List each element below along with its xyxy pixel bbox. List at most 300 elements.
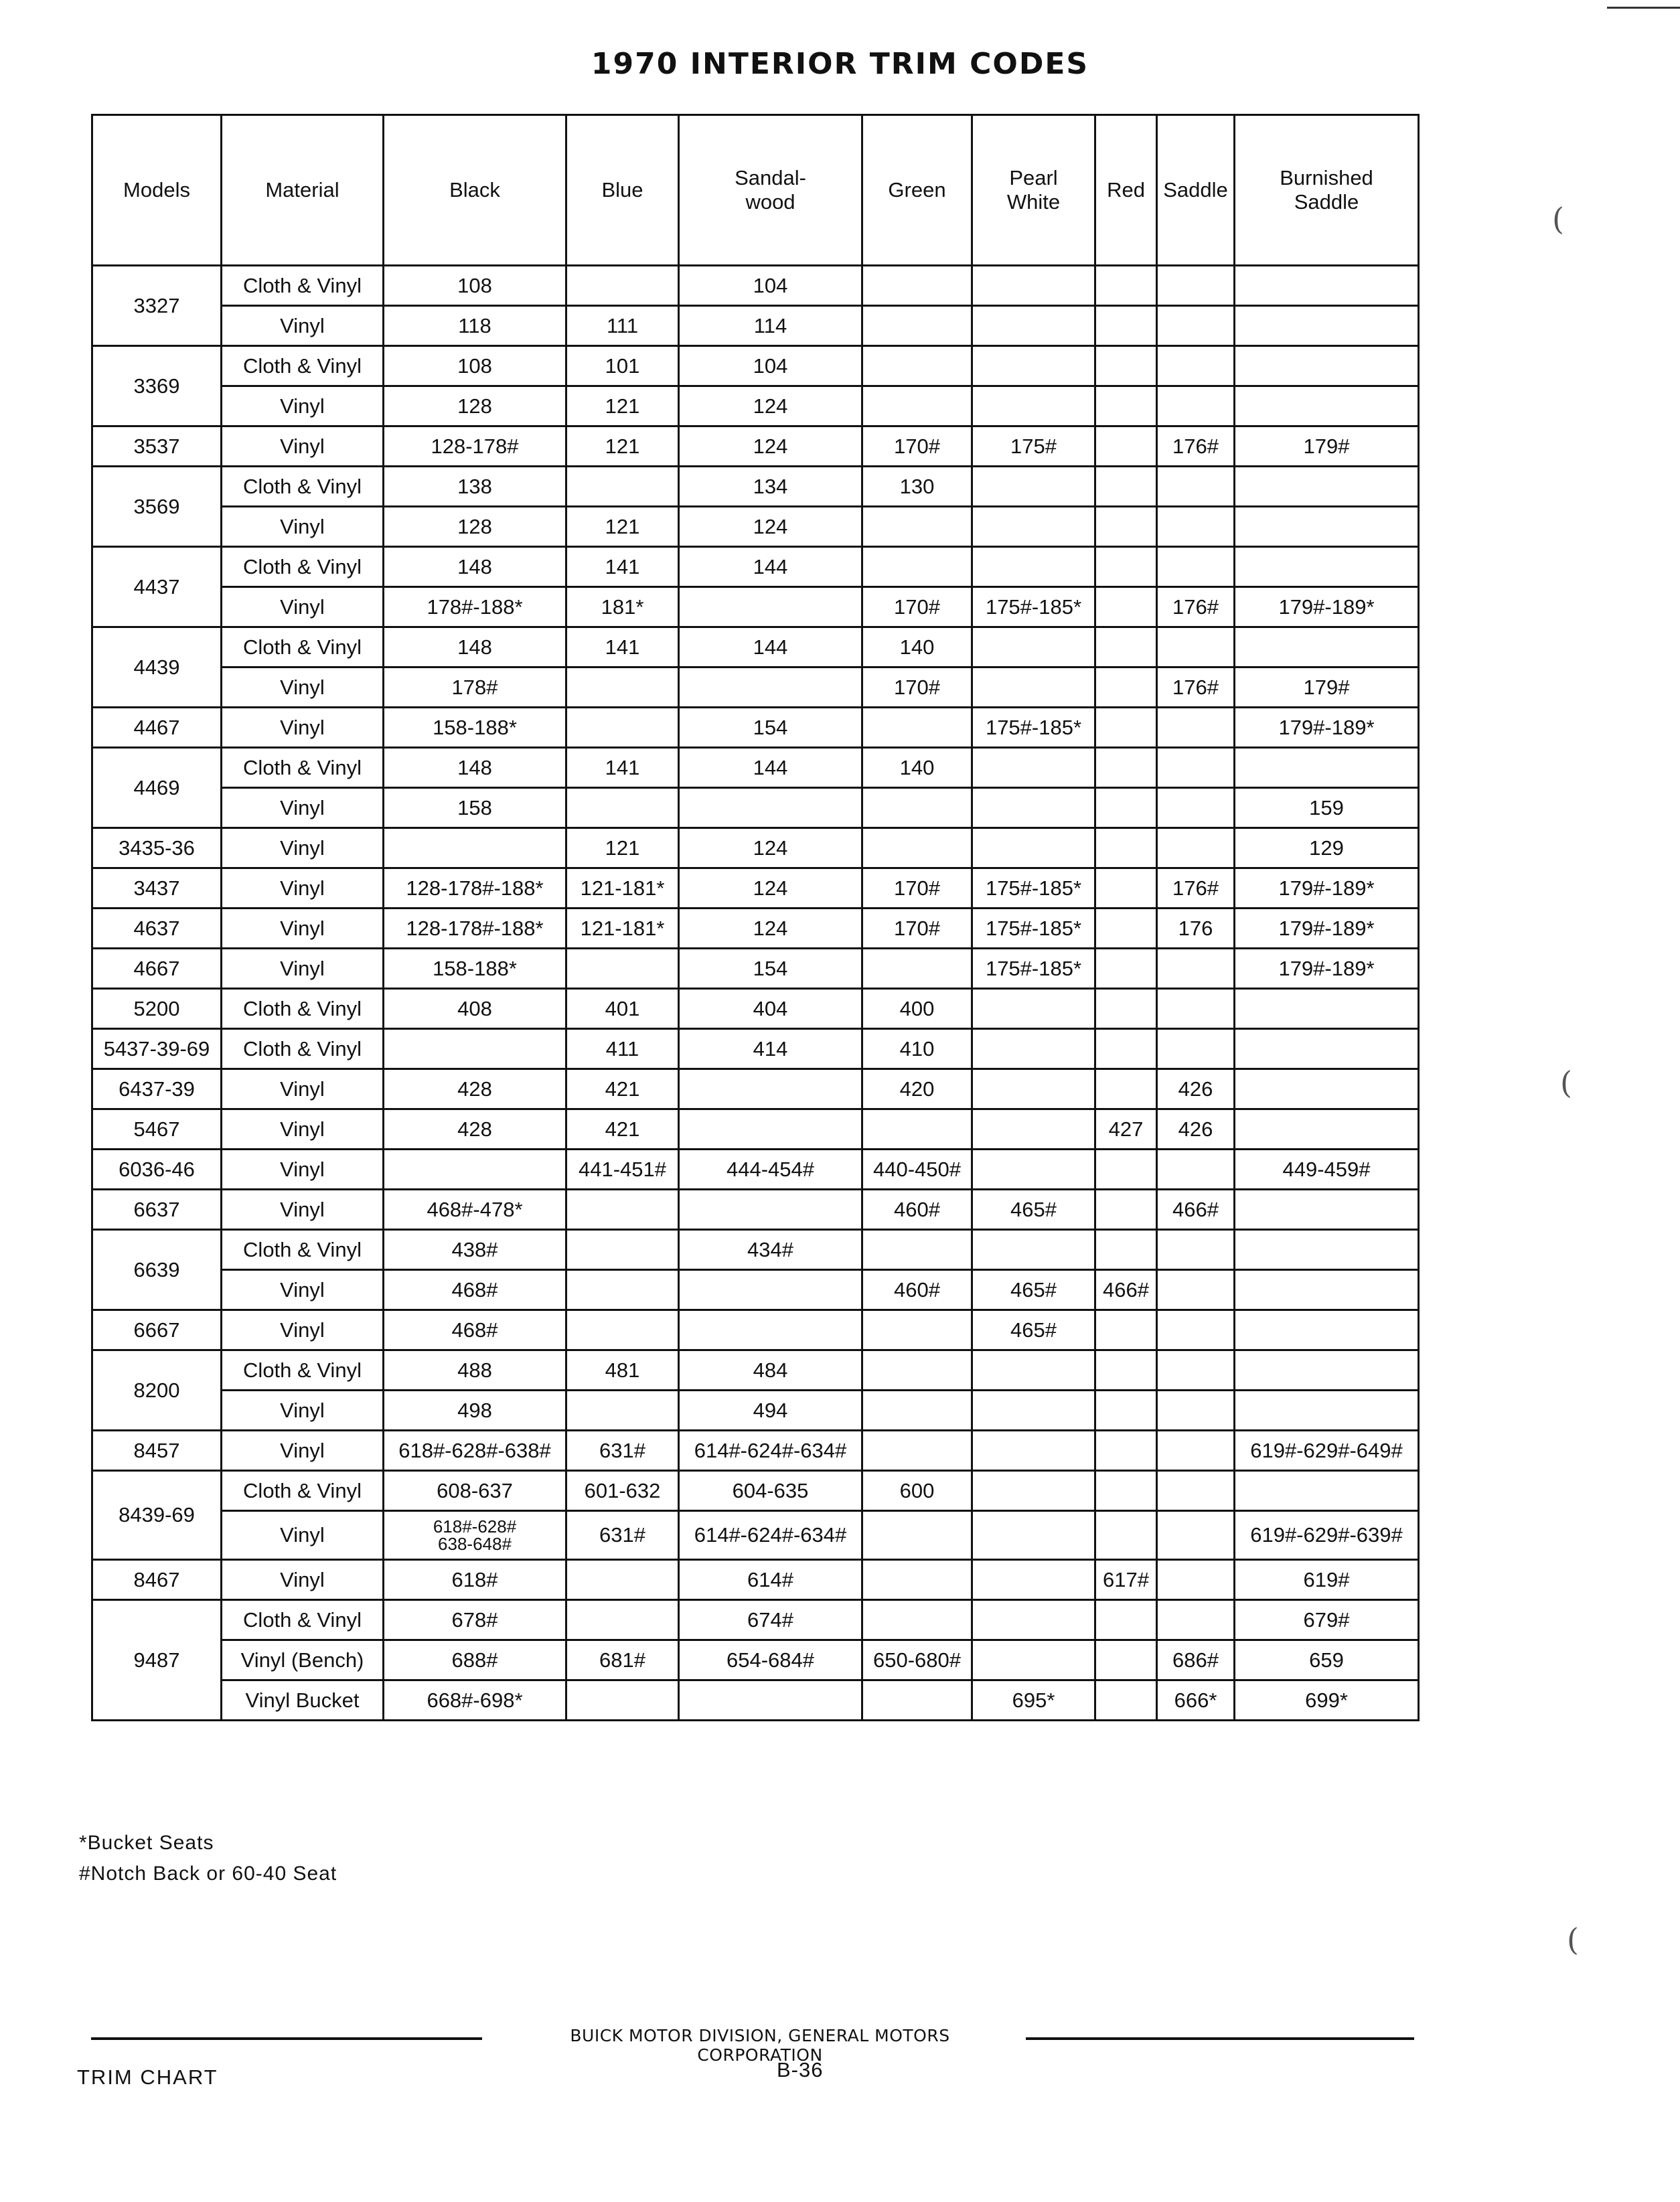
- material-cell: Vinyl: [222, 667, 384, 708]
- table-row: [92, 949, 1419, 989]
- trim-code-cell: [1095, 1350, 1157, 1391]
- model-cell: 4467: [92, 708, 222, 748]
- trim-code-cell: [566, 1310, 679, 1350]
- trim-code-cell: 170#: [862, 587, 972, 627]
- column-header: Blue: [566, 115, 679, 266]
- trim-code-cell: [1157, 467, 1235, 507]
- material-cell: Vinyl: [222, 909, 384, 949]
- material-cell: Cloth & Vinyl: [222, 467, 384, 507]
- material-cell: Vinyl: [222, 587, 384, 627]
- table-row: [92, 1680, 1419, 1721]
- trim-code-cell: 134: [679, 467, 862, 507]
- trim-code-cell: [972, 1560, 1095, 1600]
- material-cell: Vinyl: [222, 708, 384, 748]
- trim-code-cell: [1095, 1190, 1157, 1230]
- trim-code-cell: [1095, 1391, 1157, 1431]
- trim-code-cell: [1095, 547, 1157, 587]
- trim-code-cell: [972, 1431, 1095, 1471]
- trim-code-cell: [1235, 467, 1419, 507]
- trim-code-cell: 170#: [862, 667, 972, 708]
- trim-code-cell: [1235, 547, 1419, 587]
- trim-code-cell: [1095, 1069, 1157, 1109]
- table-row: [92, 426, 1419, 467]
- trim-code-cell: 179#: [1235, 667, 1419, 708]
- trim-code-cell: [1157, 708, 1235, 748]
- table-row: [92, 1029, 1419, 1069]
- trim-code-cell: [1157, 1150, 1235, 1190]
- trim-code-cell: 420: [862, 1069, 972, 1109]
- column-header: Saddle: [1157, 115, 1235, 266]
- trim-code-cell: [566, 1560, 679, 1600]
- trim-code-cell: 466#: [1157, 1190, 1235, 1230]
- model-cell: 3327: [92, 266, 222, 346]
- trim-code-cell: [1095, 1310, 1157, 1350]
- trim-code-cell: [972, 1471, 1095, 1511]
- trim-code-cell: [1095, 306, 1157, 346]
- trim-code-cell: [1235, 386, 1419, 426]
- trim-code-cell: 484: [679, 1350, 862, 1391]
- trim-code-cell: [972, 788, 1095, 828]
- trim-code-cell: 124: [679, 828, 862, 868]
- material-cell: Vinyl: [222, 1560, 384, 1600]
- table-row: [92, 627, 1419, 667]
- trim-code-cell: [1095, 1640, 1157, 1680]
- trim-code-cell: 140: [862, 748, 972, 788]
- material-cell: Vinyl: [222, 868, 384, 909]
- trim-code-cell: 175#-185*: [972, 949, 1095, 989]
- model-cell: 4437: [92, 547, 222, 627]
- trim-code-cell: 614#: [679, 1560, 862, 1600]
- material-cell: Cloth & Vinyl: [222, 748, 384, 788]
- trim-code-cell: [679, 1310, 862, 1350]
- footer-rule-left: [91, 2037, 482, 2040]
- trim-code-cell: [1235, 1190, 1419, 1230]
- trim-code-cell: [972, 386, 1095, 426]
- model-cell: 9487: [92, 1600, 222, 1721]
- material-cell: Cloth & Vinyl: [222, 627, 384, 667]
- table-row: [92, 989, 1419, 1029]
- material-cell: Vinyl: [222, 306, 384, 346]
- material-cell: Vinyl: [222, 828, 384, 868]
- trim-code-cell: [1157, 1391, 1235, 1431]
- table-row: [92, 1230, 1419, 1270]
- footer-page-number: B-36: [777, 2058, 824, 2081]
- trim-code-cell: [972, 306, 1095, 346]
- trim-code-cell: 121: [566, 828, 679, 868]
- trim-code-cell: 460#: [862, 1270, 972, 1310]
- trim-code-cell: 631#: [566, 1511, 679, 1560]
- material-cell: Cloth & Vinyl: [222, 1230, 384, 1270]
- model-cell: 4667: [92, 949, 222, 989]
- trim-code-cell: 108: [384, 266, 566, 306]
- trim-code-cell: [1157, 1600, 1235, 1640]
- trim-code-cell: 608-637: [384, 1471, 566, 1511]
- trim-code-cell: 121: [566, 386, 679, 426]
- trim-code-cell: [1235, 1471, 1419, 1511]
- trim-code-cell: 619#: [1235, 1560, 1419, 1600]
- material-cell: Vinyl: [222, 1431, 384, 1471]
- footer-section-name: TRIM CHART: [77, 2065, 218, 2089]
- trim-code-cell: [862, 1431, 972, 1471]
- trim-code-cell: [1157, 1350, 1235, 1391]
- trim-code-cell: [1157, 1560, 1235, 1600]
- trim-code-cell: 428: [384, 1069, 566, 1109]
- trim-code-cell: [1157, 1310, 1235, 1350]
- trim-code-cell: 674#: [679, 1600, 862, 1640]
- trim-code-cell: 124: [679, 386, 862, 426]
- trim-code-cell: 138: [384, 467, 566, 507]
- trim-code-cell: [679, 1069, 862, 1109]
- trim-code-cell: [1157, 949, 1235, 989]
- trim-code-cell: 181*: [566, 587, 679, 627]
- trim-code-cell: 128: [384, 507, 566, 547]
- material-cell: Vinyl: [222, 1270, 384, 1310]
- table-body: [92, 266, 1419, 1721]
- trim-code-cell: [1095, 1029, 1157, 1069]
- trim-code-cell: [1157, 1511, 1235, 1560]
- material-cell: Cloth & Vinyl: [222, 346, 384, 386]
- trim-code-cell: [1235, 748, 1419, 788]
- material-cell: Vinyl: [222, 1150, 384, 1190]
- trim-code-table: [91, 114, 1420, 1721]
- trim-code-cell: [1235, 1350, 1419, 1391]
- model-cell: 4469: [92, 748, 222, 828]
- trim-code-cell: [1095, 507, 1157, 547]
- column-header: Sandal- wood: [679, 115, 862, 266]
- trim-code-cell: 175#-185*: [972, 909, 1095, 949]
- trim-code-cell: [679, 1190, 862, 1230]
- material-cell: Cloth & Vinyl: [222, 1029, 384, 1069]
- trim-code-cell: 175#: [972, 426, 1095, 467]
- trim-code-cell: [1095, 989, 1157, 1029]
- material-cell: Cloth & Vinyl: [222, 1471, 384, 1511]
- table-row: [92, 1600, 1419, 1640]
- column-header: Models: [92, 115, 222, 266]
- table-row: [92, 1270, 1419, 1310]
- trim-code-cell: 441-451#: [566, 1150, 679, 1190]
- trim-code-cell: [972, 1511, 1095, 1560]
- model-cell: 5437-39-69: [92, 1029, 222, 1069]
- trim-code-cell: 179#: [1235, 426, 1419, 467]
- trim-code-cell: 141: [566, 547, 679, 587]
- trim-code-cell: 411: [566, 1029, 679, 1069]
- table-row: [92, 667, 1419, 708]
- model-cell: 6036-46: [92, 1150, 222, 1190]
- trim-code-cell: 179#-189*: [1235, 909, 1419, 949]
- trim-code-cell: [862, 306, 972, 346]
- material-cell: Vinyl: [222, 949, 384, 989]
- trim-code-cell: [1157, 547, 1235, 587]
- trim-code-cell: [862, 828, 972, 868]
- trim-code-cell: 465#: [972, 1310, 1095, 1350]
- trim-code-cell: [1157, 989, 1235, 1029]
- trim-code-cell: 176#: [1157, 426, 1235, 467]
- model-cell: 8457: [92, 1431, 222, 1471]
- trim-code-cell: 170#: [862, 426, 972, 467]
- table-row: [92, 1069, 1419, 1109]
- model-cell: 8467: [92, 1560, 222, 1600]
- trim-code-cell: 600: [862, 1471, 972, 1511]
- trim-code-cell: [1157, 346, 1235, 386]
- trim-code-cell: 130: [862, 467, 972, 507]
- trim-code-cell: [1095, 587, 1157, 627]
- trim-code-cell: 494: [679, 1391, 862, 1431]
- trim-code-cell: [862, 346, 972, 386]
- trim-code-cell: 650-680#: [862, 1640, 972, 1680]
- column-header: Green: [862, 115, 972, 266]
- material-cell: Vinyl: [222, 1109, 384, 1150]
- trim-code-cell: [972, 667, 1095, 708]
- table-row: [92, 1640, 1419, 1680]
- footnotes: [79, 1828, 337, 1889]
- trim-code-cell: [862, 1350, 972, 1391]
- trim-code-cell: [566, 1391, 679, 1431]
- trim-code-cell: [1095, 1600, 1157, 1640]
- trim-code-cell: 686#: [1157, 1640, 1235, 1680]
- trim-code-cell: 421: [566, 1109, 679, 1150]
- trim-code-cell: 440-450#: [862, 1150, 972, 1190]
- binder-hole-mark-middle: (: [1560, 1065, 1572, 1101]
- model-cell: 6639: [92, 1230, 222, 1310]
- trim-code-cell: 614#-624#-634#: [679, 1511, 862, 1560]
- column-header: Red: [1095, 115, 1157, 266]
- table-row: [92, 1150, 1419, 1190]
- trim-code-cell: 426: [1157, 1109, 1235, 1150]
- trim-code-cell: [1235, 1310, 1419, 1350]
- trim-code-cell: 619#-629#-639#: [1235, 1511, 1419, 1560]
- trim-code-cell: 178#: [384, 667, 566, 708]
- trim-code-cell: [1157, 1431, 1235, 1471]
- trim-code-cell: 618#-628#-638#: [384, 1431, 566, 1471]
- trim-code-cell: 179#-189*: [1235, 587, 1419, 627]
- trim-code-cell: 128-178#: [384, 426, 566, 467]
- model-cell: 6637: [92, 1190, 222, 1230]
- trim-code-cell: [972, 1600, 1095, 1640]
- trim-code-cell: 688#: [384, 1640, 566, 1680]
- trim-code-cell: [1095, 346, 1157, 386]
- trim-code-cell: [862, 788, 972, 828]
- trim-code-cell: [566, 1680, 679, 1721]
- material-cell: Vinyl: [222, 1069, 384, 1109]
- trim-code-cell: [1235, 1230, 1419, 1270]
- trim-code-cell: [1095, 1150, 1157, 1190]
- trim-code-cell: [566, 1600, 679, 1640]
- trim-code-cell: 158-188*: [384, 949, 566, 989]
- trim-code-cell: 400: [862, 989, 972, 1029]
- material-cell: Vinyl: [222, 386, 384, 426]
- trim-code-cell: [972, 1640, 1095, 1680]
- trim-code-cell: [972, 1391, 1095, 1431]
- trim-code-cell: [862, 1109, 972, 1150]
- table-row: [92, 1471, 1419, 1511]
- trim-code-cell: 699*: [1235, 1680, 1419, 1721]
- trim-code-cell: 460#: [862, 1190, 972, 1230]
- model-cell: 8439-69: [92, 1471, 222, 1560]
- trim-code-cell: 176#: [1157, 868, 1235, 909]
- trim-code-cell: 104: [679, 346, 862, 386]
- trim-code-cell: 614#-624#-634#: [679, 1431, 862, 1471]
- trim-code-cell: [566, 949, 679, 989]
- trim-code-cell: [566, 266, 679, 306]
- trim-code-cell: [972, 828, 1095, 868]
- trim-code-cell: 128: [384, 386, 566, 426]
- trim-code-cell: [384, 828, 566, 868]
- trim-code-cell: 176#: [1157, 667, 1235, 708]
- trim-code-cell: [679, 1270, 862, 1310]
- model-cell: 6667: [92, 1310, 222, 1350]
- trim-code-cell: 601-632: [566, 1471, 679, 1511]
- trim-code-cell: 104: [679, 266, 862, 306]
- model-cell: 5200: [92, 989, 222, 1029]
- trim-code-cell: 619#-629#-649#: [1235, 1431, 1419, 1471]
- trim-code-cell: [1095, 467, 1157, 507]
- trim-code-cell: 695*: [972, 1680, 1095, 1721]
- trim-code-cell: 124: [679, 507, 862, 547]
- trim-code-cell: 121: [566, 426, 679, 467]
- trim-code-cell: [972, 346, 1095, 386]
- trim-code-cell: [1235, 1270, 1419, 1310]
- table-row: [92, 1310, 1419, 1350]
- trim-code-cell: [862, 547, 972, 587]
- trim-code-cell: [1157, 788, 1235, 828]
- trim-code-cell: 111: [566, 306, 679, 346]
- trim-code-cell: 148: [384, 627, 566, 667]
- trim-code-cell: [679, 1109, 862, 1150]
- column-header: Black: [384, 115, 566, 266]
- table-row: [92, 828, 1419, 868]
- trim-code-cell: 124: [679, 909, 862, 949]
- trim-code-cell: 148: [384, 547, 566, 587]
- trim-code-cell: 668#-698*: [384, 1680, 566, 1721]
- trim-code-cell: 618#-628# 638-648#: [384, 1511, 566, 1560]
- trim-code-cell: 434#: [679, 1230, 862, 1270]
- table-row: [92, 1560, 1419, 1600]
- trim-code-cell: 154: [679, 708, 862, 748]
- table-row: [92, 467, 1419, 507]
- material-cell: Vinyl: [222, 1310, 384, 1350]
- trim-code-cell: [862, 708, 972, 748]
- table-row: [92, 1431, 1419, 1471]
- trim-code-cell: 438#: [384, 1230, 566, 1270]
- trim-code-cell: 444-454#: [679, 1150, 862, 1190]
- footnote-notch-back: #Notch Back or 60-40 Seat: [79, 1863, 337, 1885]
- trim-code-cell: [1095, 386, 1157, 426]
- trim-code-cell: [566, 1230, 679, 1270]
- trim-code-cell: 179#-189*: [1235, 868, 1419, 909]
- trim-code-cell: [1235, 1029, 1419, 1069]
- trim-code-cell: 175#-185*: [972, 868, 1095, 909]
- trim-code-cell: 468#: [384, 1310, 566, 1350]
- binder-hole-mark-top: (: [1552, 201, 1564, 237]
- trim-code-cell: 414: [679, 1029, 862, 1069]
- footer-corporation: BUICK MOTOR DIVISION, GENERAL MOTORS CORPORATION: [570, 2026, 950, 2065]
- table-row: [92, 788, 1419, 828]
- trim-code-cell: 158: [384, 788, 566, 828]
- trim-code-cell: 108: [384, 346, 566, 386]
- header-row: [92, 115, 1419, 266]
- material-cell: Cloth & Vinyl: [222, 989, 384, 1029]
- trim-code-cell: [1235, 989, 1419, 1029]
- trim-code-cell: 148: [384, 748, 566, 788]
- material-cell: Vinyl: [222, 1511, 384, 1560]
- trim-code-cell: [1095, 1230, 1157, 1270]
- table-row: [92, 1190, 1419, 1230]
- trim-code-cell: [972, 1109, 1095, 1150]
- trim-code-cell: 631#: [566, 1431, 679, 1471]
- trim-code-cell: [1157, 1230, 1235, 1270]
- trim-code-cell: [1235, 627, 1419, 667]
- trim-code-cell: [862, 507, 972, 547]
- trim-code-cell: 678#: [384, 1600, 566, 1640]
- trim-code-cell: [1095, 949, 1157, 989]
- model-cell: 5467: [92, 1109, 222, 1150]
- footnote-bucket-seats: *Bucket Seats: [79, 1832, 214, 1854]
- trim-code-cell: 140: [862, 627, 972, 667]
- trim-code-cell: [862, 1310, 972, 1350]
- trim-code-cell: 408: [384, 989, 566, 1029]
- page-title: 1970 INTERIOR TRIM CODES: [591, 47, 1089, 81]
- table-row: [92, 266, 1419, 306]
- trim-code-cell: [566, 467, 679, 507]
- trim-code-cell: [1157, 748, 1235, 788]
- table-row: [92, 547, 1419, 587]
- trim-code-cell: [1095, 667, 1157, 708]
- model-cell: 3569: [92, 467, 222, 547]
- trim-code-cell: [1157, 386, 1235, 426]
- trim-code-cell: [1095, 828, 1157, 868]
- trim-code-cell: 617#: [1095, 1560, 1157, 1600]
- trim-code-cell: [972, 748, 1095, 788]
- trim-code-cell: [1157, 828, 1235, 868]
- trim-code-cell: 466#: [1095, 1270, 1157, 1310]
- model-cell: 3435-36: [92, 828, 222, 868]
- trim-code-cell: [1157, 266, 1235, 306]
- trim-code-cell: 175#-185*: [972, 708, 1095, 748]
- model-cell: 4439: [92, 627, 222, 708]
- trim-code-cell: 121-181*: [566, 868, 679, 909]
- trim-code-cell: [1095, 266, 1157, 306]
- trim-code-cell: [1095, 708, 1157, 748]
- trim-code-cell: 159: [1235, 788, 1419, 828]
- trim-code-cell: [972, 1230, 1095, 1270]
- trim-code-cell: [1235, 507, 1419, 547]
- trim-code-cell: 428: [384, 1109, 566, 1150]
- trim-code-cell: [972, 989, 1095, 1029]
- trim-code-cell: 170#: [862, 909, 972, 949]
- trim-code-cell: [1235, 266, 1419, 306]
- trim-code-cell: [972, 627, 1095, 667]
- trim-code-cell: [1095, 1471, 1157, 1511]
- table-row: [92, 1350, 1419, 1391]
- trim-code-cell: [1095, 1680, 1157, 1721]
- trim-code-cell: [972, 1029, 1095, 1069]
- trim-code-cell: [1095, 788, 1157, 828]
- model-cell: 8200: [92, 1350, 222, 1431]
- trim-code-cell: [972, 1069, 1095, 1109]
- table-row: [92, 587, 1419, 627]
- trim-code-cell: [1235, 1069, 1419, 1109]
- trim-code-cell: [566, 788, 679, 828]
- scan-edge-line: [1607, 7, 1680, 9]
- table-row: [92, 346, 1419, 386]
- trim-code-cell: [862, 949, 972, 989]
- material-cell: Vinyl: [222, 1190, 384, 1230]
- trim-code-cell: 618#: [384, 1560, 566, 1600]
- footer-rule-right: [1026, 2037, 1414, 2040]
- trim-code-cell: [679, 587, 862, 627]
- trim-code-cell: 121: [566, 507, 679, 547]
- trim-code-cell: 124: [679, 426, 862, 467]
